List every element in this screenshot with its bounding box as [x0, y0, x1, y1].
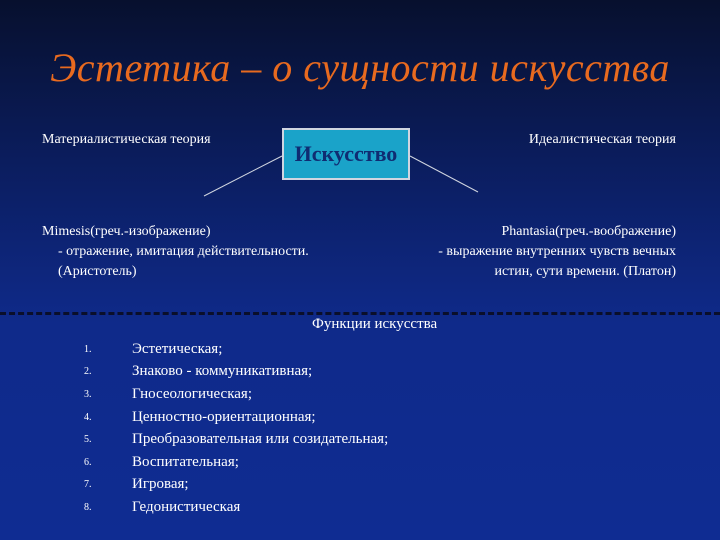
list-number: 5.: [84, 434, 92, 446]
right-connector-line: [410, 156, 478, 192]
art-center-label: Искусство: [294, 141, 398, 166]
list-number: 4.: [84, 411, 92, 423]
phantasia-term: Phantasia(греч.-воображение): [501, 224, 676, 239]
list-item: [80, 474, 388, 497]
list-item: [80, 361, 388, 384]
list-text: Гедонистическая: [132, 498, 241, 515]
art-center-box: [282, 128, 410, 180]
list-number: 8.: [84, 501, 92, 513]
list-item: [80, 428, 388, 451]
list-text: Гносеологическая;: [132, 385, 252, 402]
list-text: Игровая;: [132, 476, 189, 493]
list-item: [80, 496, 388, 519]
list-number: 7.: [84, 479, 92, 491]
list-number: 6.: [84, 456, 92, 468]
list-text: Знаково - коммуникативная;: [132, 363, 313, 380]
phantasia-desc-line-1: - выражение внутренних чувств вечных: [438, 244, 676, 259]
mimesis-desc: - отражение, имитация действительности.: [58, 244, 309, 259]
list-text: Ценностно-ориентационная;: [132, 408, 316, 425]
list-item: [80, 406, 388, 429]
left-connector-line: [204, 156, 282, 196]
phantasia-desc-line-2: истин, сути времени. (Платон): [494, 264, 676, 279]
mimesis-author: (Аристотель): [58, 264, 137, 279]
list-number: 1.: [84, 343, 92, 355]
list-item: [80, 451, 388, 474]
idealist-theory-label: Идеалистическая теория: [528, 132, 676, 147]
list-number: 3.: [84, 388, 92, 400]
list-text: Преобразовательная или созидательная;: [132, 431, 389, 448]
slide-title: Эстетика – о сущности искусства: [50, 45, 670, 90]
functions-list: [80, 338, 388, 519]
mimesis-block: [42, 222, 362, 282]
list-text: Воспитательная;: [132, 453, 239, 470]
phantasia-block: [356, 222, 676, 282]
materialist-theory-label: Материалистическая теория: [42, 132, 211, 147]
list-number: 2.: [84, 366, 92, 378]
list-text: Эстетическая;: [132, 340, 223, 357]
list-item: [80, 383, 388, 406]
list-item: [80, 338, 388, 361]
functions-title: Функции искусства: [312, 316, 438, 332]
section-divider: [0, 312, 720, 315]
mimesis-term: Mimesis(греч.-изображение): [42, 224, 211, 239]
